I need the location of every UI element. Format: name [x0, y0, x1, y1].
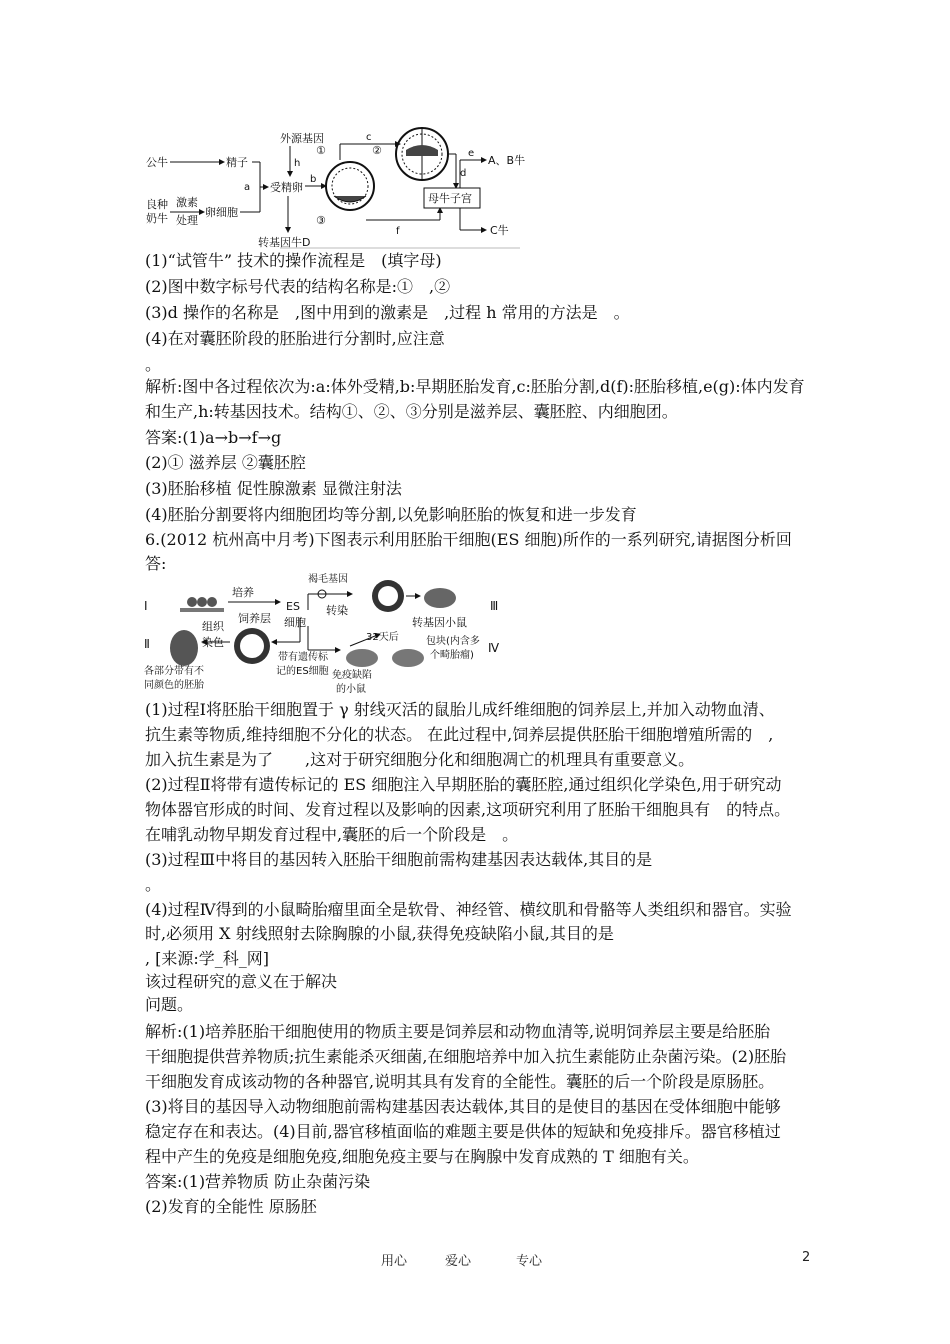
- embryo-icon: [170, 630, 198, 666]
- text-line: (4)过程Ⅳ得到的小鼠畸胎瘤里面全是软骨、神经管、横纹肌和骨骼等人类组织和器官。实验: [145, 900, 792, 919]
- label-ab-cow: A、B牛: [488, 154, 526, 167]
- label-n2: ②: [372, 144, 382, 157]
- roman-3: Ⅲ: [490, 599, 499, 613]
- figure-es-cell-research: [140, 570, 510, 698]
- label-treat: 处理: [176, 214, 198, 227]
- label-n1: ①: [316, 144, 326, 157]
- label-b: b: [310, 174, 317, 185]
- text-line: 。: [145, 355, 162, 374]
- blastocyst-icon: [326, 162, 374, 210]
- text-line: (2)过程Ⅱ将带有遗传标记的 ES 细胞注入早期胚胎的囊胚腔,通过组织化学染色,用于研究动: [145, 775, 782, 794]
- text-line: 答案:(1)营养物质 防止杂菌污染: [145, 1172, 371, 1191]
- label-c: c: [366, 132, 372, 143]
- label-envelope: 包块(内含多: [426, 636, 480, 647]
- label-es: ES: [286, 600, 300, 613]
- mouse-icon-3: [392, 649, 424, 667]
- text-line: (4)在对囊胚阶段的胚胎进行分割时,应注意: [145, 329, 445, 348]
- text-line: (3)过程Ⅲ中将目的基因转入胚胎干细胞前需构建基因表达载体,其目的是: [145, 850, 653, 869]
- label-a: a: [244, 182, 251, 193]
- label-embryo-note: 各部分带有不: [144, 666, 204, 677]
- label-uterus: 母牛子宫: [428, 192, 472, 205]
- label-days: 32天后: [366, 632, 399, 643]
- label-bull: 公牛: [146, 156, 168, 169]
- label-n3: ③: [316, 214, 326, 227]
- text-line: (1)“试管牛” 技术的操作流程是 (填字母): [145, 251, 442, 270]
- text-line: (3)胚胎移植 促性腺激素 显微注射法: [145, 479, 402, 498]
- text-line: (1)过程Ⅰ将胚胎干细胞置于 γ 射线灭活的鼠胎儿成纤维细胞的饲养层上,并加入动物血清、: [145, 700, 775, 719]
- label-fertilized: 受精卵: [270, 181, 303, 194]
- roman-4: Ⅳ: [488, 641, 500, 655]
- text-line: (2)发育的全能性 原肠胚: [145, 1197, 317, 1216]
- page-footer: [0, 1250, 950, 1270]
- text-line: 稳定存在和表达。(4)目前,器官移植面临的难题主要是供体的短缺和免疫排斥。器官移植过: [145, 1122, 781, 1141]
- figure-test-tube-cattle: [140, 124, 526, 250]
- text-line: 。: [145, 875, 162, 894]
- label-hormone: 激素: [176, 196, 198, 209]
- text-line: 6.(2012 杭州高中月考)下图表示利用胚胎干细胞(ES 细胞)所作的一系列研究,请据图分析回: [145, 530, 792, 549]
- footer-text-a: 用心: [381, 1254, 408, 1269]
- label-exo-gene: 外源基因: [280, 132, 324, 145]
- text-line: , [来源:学_科_网]: [145, 949, 270, 968]
- text-line: (3)d 操作的名称是 ,图中用到的激素是 ,过程 h 常用的方法是 。: [145, 303, 630, 322]
- text-line: 解析:图中各过程依次为:a:体外受精,b:早期胚胎发育,c:胚胎分割,d(f):胚胎移植,e(g):体内发育: [145, 377, 805, 396]
- text-line: (4)胚胎分割要将内细胞团均等分割,以免影响胚胎的恢复和进一步发育: [145, 505, 637, 524]
- label-culture: 培养: [232, 586, 254, 599]
- text-line: 时,必须用 X 射线照射去除胸腺的小鼠,获得免疫缺陷小鼠,其目的是: [145, 924, 614, 943]
- text-line: 问题。: [145, 995, 194, 1014]
- label-cell: 细胞: [284, 616, 306, 629]
- label-marked-2: 记的ES细胞: [276, 666, 329, 677]
- label-h: h: [294, 158, 301, 169]
- label-d: d: [460, 168, 467, 179]
- text-line: (3)将目的基因导入动物细胞前需构建基因表达载体,其目的是使目的基因在受体细胞中能够: [145, 1097, 781, 1116]
- mouse-icon-2: [346, 649, 378, 667]
- label-tissue: 组织: [202, 620, 224, 633]
- cell-icon: [187, 597, 197, 607]
- text-line: 答案:(1)a→b→f→g: [145, 428, 282, 447]
- label-envelope-2: 个畸胎瘤): [430, 650, 474, 661]
- label-transgenic: 转基因牛D: [258, 236, 311, 249]
- roman-1: Ⅰ: [144, 599, 148, 613]
- label-transfect: 转染: [326, 604, 348, 617]
- label-marked: 带有遗传标: [278, 652, 328, 663]
- text-line: 加入抗生素是为了 ,这对于研究细胞分化和细胞凋亡的机理具有重要意义。: [145, 750, 695, 769]
- text-line: 答:: [145, 554, 167, 573]
- mouse-icon: [424, 588, 456, 608]
- label-f: f: [396, 226, 400, 237]
- label-stain: 染色: [202, 636, 224, 649]
- footer-text-b: 爱心: [445, 1254, 472, 1269]
- text-line: 抗生素等物质,维持细胞不分化的状态。 在此过程中,饲养层提供胚胎干细胞增殖所需的 ,: [145, 725, 774, 744]
- label-sperm: 精子: [226, 156, 248, 169]
- page-number: 2: [802, 1250, 811, 1265]
- label-c-cow: C牛: [490, 224, 509, 237]
- label-oocyte: 卵细胞: [205, 206, 238, 219]
- roman-2: Ⅱ: [144, 637, 150, 651]
- text-line: 干细胞提供营养物质;抗生素能杀灭细菌,在细胞培养中加入抗生素能防止杂菌污染。(2)胚胎: [145, 1047, 787, 1066]
- label-e: e: [468, 148, 475, 159]
- label-feeder: 饲养层: [238, 612, 271, 625]
- label-brown-gene: 褐毛基因: [308, 574, 348, 585]
- text-line: 程中产生的免疫是细胞免疫,细胞免疫主要与在胸腺中发育成熟的 T 细胞有关。: [145, 1147, 699, 1166]
- text-line: 该过程研究的意义在于解决: [145, 972, 338, 991]
- text-line: (2)图中数字标号代表的结构名称是:① ,②: [145, 277, 451, 296]
- label-embryo-note-2: 同颜色的胚胎: [144, 680, 204, 691]
- text-line: 解析:(1)培养胚胎干细胞使用的物质主要是饲养层和动物血清等,说明饲养层主要是给胚胎: [145, 1022, 771, 1041]
- footer-text-c: 专心: [516, 1254, 543, 1269]
- label-trans-mouse: 转基因小鼠: [412, 616, 467, 629]
- text-line: 干细胞发育成该动物的各种器官,说明其具有发育的全能性。囊胚的后一个阶段是原肠胚。: [145, 1072, 775, 1091]
- label-elite-cow-2: 奶牛: [146, 212, 168, 225]
- text-line: 和生产,h:转基因技术。结构①、②、③分别是滋养层、囊胚腔、内细胞团。: [145, 402, 678, 421]
- text-line: (2)① 滋养层 ②囊胚腔: [145, 453, 306, 472]
- text-line: 在哺乳动物早期发育过程中,囊胚的后一个阶段是 。: [145, 825, 519, 844]
- label-immune: 免疫缺陷: [332, 670, 372, 681]
- label-immune-2: 的小鼠: [336, 684, 366, 695]
- text-line: 物体器官形成的时间、发育过程以及影响的因素,这项研究利用了胚胎干细胞具有 的特点。: [145, 800, 791, 819]
- label-elite-cow: 良种: [146, 198, 168, 211]
